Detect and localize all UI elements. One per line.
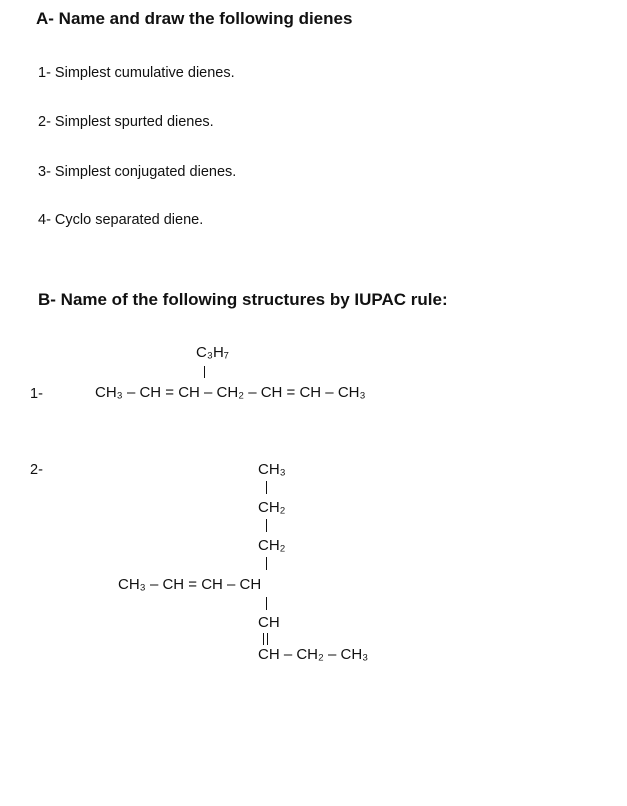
structure-1-number: 1-	[30, 386, 43, 402]
structure-1-main-chain: CH₃ – CH = CH – CH₂ – CH = CH – CH₃	[95, 384, 366, 401]
structure-2-double-bond-a	[263, 633, 264, 645]
structure-2-bond-4	[266, 597, 267, 610]
section-a-heading: A- Name and draw the following dienes	[36, 9, 353, 28]
structure-2-double-bond-b	[267, 633, 268, 645]
question-a3: 3- Simplest conjugated dienes.	[38, 164, 237, 180]
structure-2-lower-ch: CH	[258, 614, 280, 631]
structure-2-number: 2-	[30, 462, 43, 478]
structure-2-bond-3	[266, 557, 267, 570]
structure-2-bottom-chain: CH – CH₂ – CH₃	[258, 646, 369, 663]
structure-2-main-chain: CH₃ – CH = CH – CH	[118, 576, 262, 593]
section-b-heading: B- Name of the following structures by IUPAC rule:	[38, 290, 448, 309]
structure-1-substituent: C₃H₇	[196, 344, 229, 361]
structure-2-branch-ch3: CH₃	[258, 461, 286, 478]
question-a4: 4- Cyclo separated diene.	[38, 212, 204, 228]
structure-2-branch-ch2-upper: CH₂	[258, 499, 286, 516]
structure-1-bond	[204, 366, 205, 378]
structure-2-bond-1	[266, 481, 267, 494]
question-a2: 2- Simplest spurted dienes.	[38, 114, 214, 130]
structure-2-branch-ch2-lower: CH₂	[258, 537, 286, 554]
structure-2-bond-2	[266, 519, 267, 532]
question-a1: 1- Simplest cumulative dienes.	[38, 65, 235, 81]
